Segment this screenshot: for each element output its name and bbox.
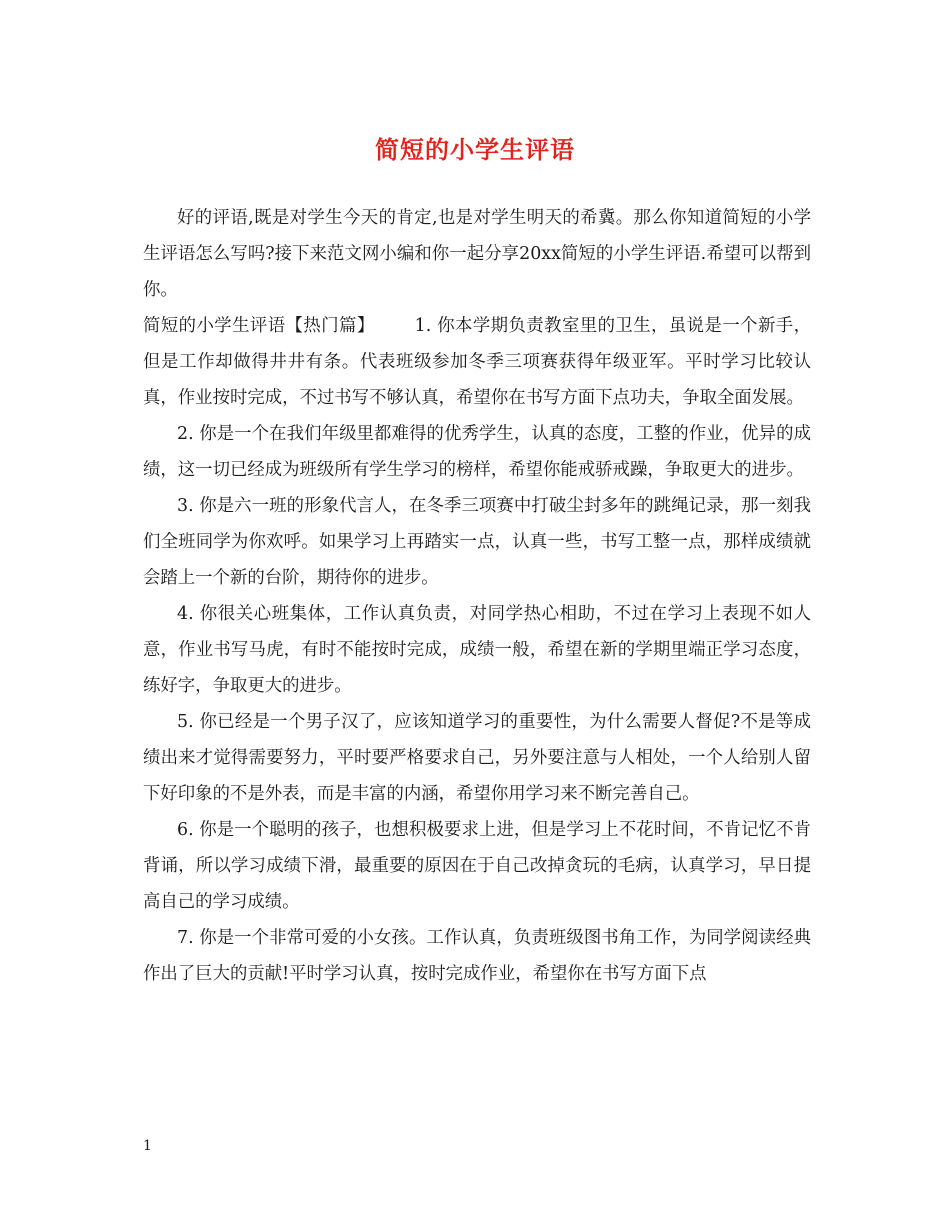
comment-item-4: 4. 你很关心班集体，工作认真负责，对同学热心相助，不过在学习上表现不如人意，作业书写马虎，有时不能按时完成，成绩一般，希望在新的学期里端正学习态度，练好字，争取更大的进步。 [143, 604, 811, 696]
document-body [143, 200, 811, 992]
comment-item-6: 6. 你是一个聪明的孩子，也想积极要求上进，但是学习上不花时间，不肯记忆不肯背诵，所以学习成绩下滑，最重要的原因在于自己改掉贪玩的毛病，认真学习，早日提高自己的学习成绩。 [143, 820, 811, 912]
comment-item-2: 2. 你是一个在我们年级里都难得的优秀学生，认真的态度，工整的作业，优异的成绩，这一切已经成为班级所有学生学习的榜样，希望你能戒骄戒躁，争取更大的进步。 [143, 424, 811, 480]
section-heading: 简短的小学生评语【热门篇】 [143, 316, 375, 336]
comment-item-1: 1. 你本学期负责教室里的卫生，虽说是一个新手，但是工作却做得井井有条。代表班级参加冬季三项赛获得年级亚军。平时学习比较认真，作业按时完成，不过书写不够认真，希望你在书写方面下点功夫，争取全面发展。 [143, 316, 811, 408]
page-number: 1 [143, 1138, 152, 1154]
comment-item-5: 5. 你已经是一个男子汉了，应该知道学习的重要性，为什么需要人督促?不是等成绩出来才觉得需要努力，平时要严格要求自己，另外要注意与人相处，一个人给别人留下好印象的不是外表，而是丰富的内涵，希望你用学习来不断完善自己。 [143, 712, 811, 804]
intro-paragraph: 好的评语,既是对学生今天的肯定,也是对学生明天的希冀。那么你知道简短的小学生评语怎么写吗?接下来范文网小编和你一起分享20xx简短的小学生评语.希望可以帮到你。 [143, 208, 811, 300]
comment-item-3: 3. 你是六一班的形象代言人，在冬季三项赛中打破尘封多年的跳绳记录，那一刻我们全班同学为你欢呼。如果学习上再踏实一点，认真一些，书写工整一点，那样成绩就会踏上一个新的台阶，期待你的进步。 [143, 496, 811, 588]
first-item-paragraph [143, 308, 811, 416]
document-title: 简短的小学生评语 [375, 135, 575, 164]
comment-item-7: 7. 你是一个非常可爱的小女孩。工作认真，负责班级图书角工作，为同学阅读经典作出了巨大的贡献!平时学习认真，按时完成作业，希望你在书写方面下点 [143, 928, 811, 984]
